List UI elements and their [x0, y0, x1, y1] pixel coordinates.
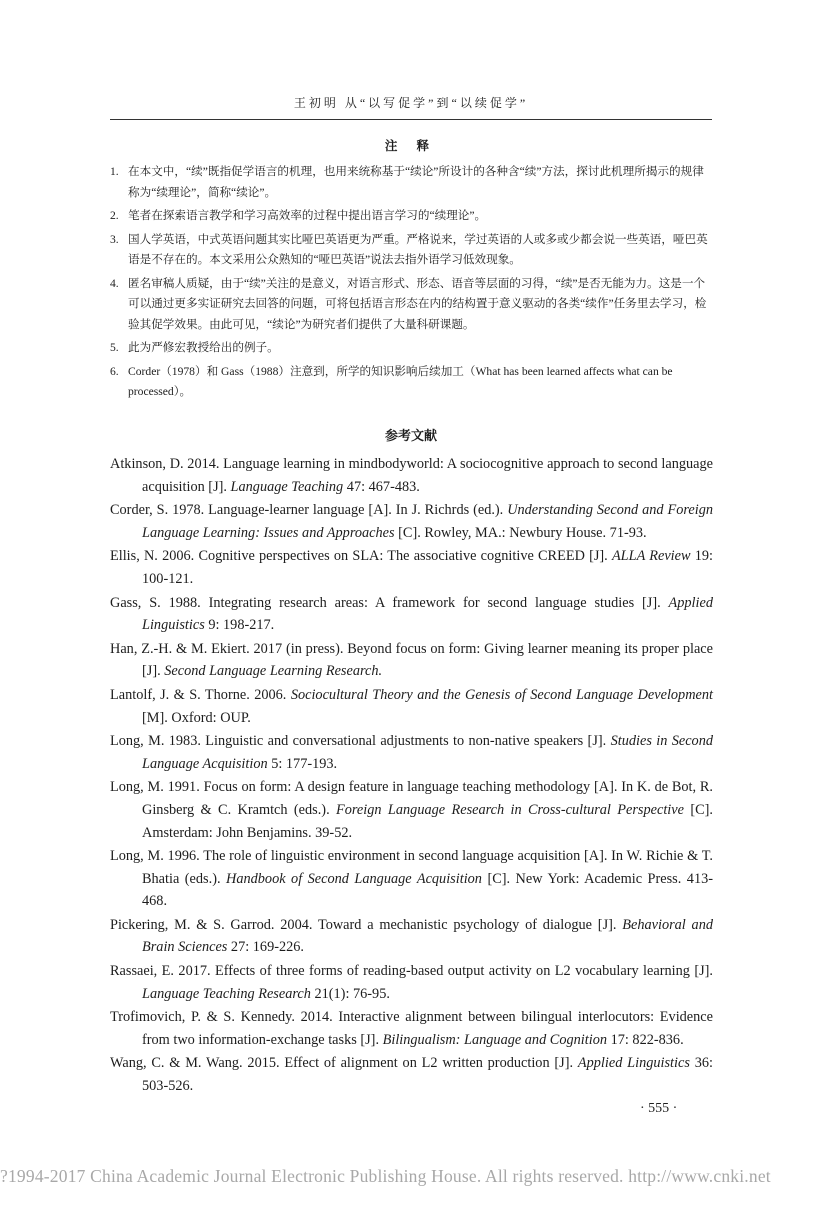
note-number: 4. — [110, 276, 119, 290]
reference-tail: [M]. Oxford: OUP. — [142, 709, 251, 726]
reference-entry — [110, 453, 713, 498]
note-item — [110, 274, 712, 336]
reference-source-title: Handbook of Second Language Acquisition — [226, 870, 482, 887]
references-heading: 参考文献 — [384, 428, 437, 443]
note-number: 1. — [110, 165, 119, 178]
reference-lead: Pickering, M. & S. Garrod. 2004. Toward a mechanistic psychology of dialogue [J]. — [110, 916, 623, 933]
reference-tail: [C]. New York: Academic Press. 413-468. — [142, 870, 713, 910]
reference-tail: 19: 100-121. — [142, 548, 714, 587]
reference-tail: 21(1): 76-95. — [310, 985, 390, 1002]
reference-tail: 36: 503-526. — [142, 1055, 713, 1095]
page-number: · 555 · — [640, 1101, 678, 1116]
reference-tail: 27: 169-226. — [227, 939, 305, 956]
notes-list — [110, 162, 712, 403]
reference-source-title: Second Language Learning Research. — [164, 663, 383, 680]
reference-tail: [C]. Rowley, MA.: Newbury House. 71-93. — [394, 524, 647, 541]
note-item — [110, 162, 712, 203]
reference-entry — [110, 914, 713, 959]
reference-source-title: Behavioral and Brain Sciences — [142, 916, 714, 956]
reference-lead: Atkinson, D. 2014. Language learning in mindbodyworld: A sociocognitive approach to second language acquisition [J]. — [110, 456, 713, 495]
note-text: 笔者在探索语言教学和学习高效率的过程中提出语言学习的“续理论”。 — [128, 209, 487, 222]
references-list — [110, 453, 713, 1099]
note-item — [110, 362, 712, 403]
reference-lead: Long, M. 1996. The role of linguistic environment in second language acquisition [A]. In W. Richie & T. Bhatia (eds.). — [110, 848, 713, 887]
reference-source-title: Studies in Second Language Acquisition — [142, 733, 713, 772]
copyright-watermark: ?1994-2017 China Academic Journal Electronic Publishing House. All rights reserved. http://www.cnki.net — [0, 1166, 771, 1186]
reference-tail: 9: 198-217. — [204, 617, 275, 634]
reference-source-title: Bilingualism: Language and Cognition — [382, 1031, 607, 1048]
reference-entry — [110, 499, 713, 544]
reference-entry — [110, 545, 713, 590]
note-text: 在本文中，“续”既指促学语言的机理，也用来统称基于“续论”所设计的各种含“续”方法，探讨此机理所揭示的规律称为“续理论”，简称“续论”。 — [128, 165, 704, 199]
reference-source-title: ALLA Review — [611, 548, 691, 565]
reference-lead: Han, Z.-H. & M. Ekiert. 2017 (in press). Beyond focus on form: Giving learner meaning its proper place [J]. — [110, 640, 713, 680]
note-text: 此为严修宏教授给出的例子。 — [128, 341, 279, 354]
header-divider — [110, 119, 712, 120]
reference-source-title: Applied Linguistics — [577, 1055, 690, 1072]
note-text: 匿名审稿人质疑，由于“续”关注的是意义，对语言形式、形态、语音等层面的习得，“续”是否无能为力。这是一个可以通过更多实证研究去回答的问题，可将包括语言形态在内的结构置于意义驱动的各类“续作”任务里去学习，检验其促学效果。由此可见，“续论”为研究者们提供了大量科研课题。 — [128, 276, 707, 331]
reference-entry — [110, 1052, 713, 1097]
reference-tail: 5: 177-193. — [267, 755, 338, 772]
reference-lead: Lantolf, J. & S. Thorne. 2006. — [110, 686, 291, 703]
reference-source-title: Understanding Second and Foreign Language Learning: Issues and Approaches — [142, 502, 714, 541]
reference-source-title: Foreign Language Research in Cross-cultural Perspective — [336, 801, 684, 818]
note-number: 3. — [110, 232, 119, 246]
reference-entry — [110, 638, 713, 683]
reference-lead: Rassaei, E. 2017. Effects of three forms of reading-based output activity on L2 vocabulary learning [J]. — [110, 963, 713, 980]
reference-entry — [110, 776, 713, 844]
reference-lead: Corder, S. 1978. Language-learner language [A]. In J. Richrds (ed.). — [110, 502, 508, 519]
reference-lead: Long, M. 1991. Focus on form: A design feature in language teaching methodology [A]. In K. de Bot, R. Ginsberg & C. Kramtch (eds.). — [110, 779, 713, 818]
reference-entry — [110, 960, 713, 1005]
reference-entry — [110, 845, 713, 913]
reference-lead: Gass, S. 1988. Integrating research areas: A framework for second language studies [J]. — [110, 594, 669, 611]
reference-entry — [110, 684, 713, 729]
note-item — [110, 230, 712, 271]
reference-entry — [110, 730, 713, 775]
reference-entry — [110, 592, 713, 637]
reference-entry — [110, 1006, 713, 1051]
reference-source-title: Language Teaching Research — [142, 985, 311, 1002]
note-text: Corder（1978）和 Gass（1988）注意到，所学的知识影响后续加工（What has been learned affects what can be processed）。 — [128, 364, 673, 398]
reference-source-title: Sociocultural Theory and the Genesis of Second Language Development — [290, 686, 714, 703]
reference-lead: Trofimovich, P. & S. Kennedy. 2014. Interactive alignment between bilingual interlocutors: Evidence from two information-exchange tasks [J]. — [110, 1009, 713, 1048]
note-item — [110, 206, 712, 227]
reference-source-title: Language Teaching — [230, 478, 344, 495]
reference-tail: [C]. Amsterdam: John Benjamins. 39-52. — [142, 801, 713, 841]
note-number: 5. — [110, 341, 119, 354]
note-number: 2. — [110, 209, 119, 222]
reference-lead: Wang, C. & M. Wang. 2015. Effect of alignment on L2 written production [J]. — [110, 1055, 578, 1072]
reference-lead: Long, M. 1983. Linguistic and conversational adjustments to non-native speakers [J]. — [110, 733, 611, 750]
reference-source-title: Applied Linguistics — [142, 594, 713, 634]
running-header: 王初明 从“以写促学”到“以续促学” — [293, 96, 529, 110]
reference-lead: Ellis, N. 2006. Cognitive perspectives on SLA: The associative cognitive CREED [J]. — [110, 548, 612, 565]
note-text: 国人学英语，中式英语问题其实比哑巴英语更为严重。严格说来，学过英语的人或多或少都会说一些英语，哑巴英语是不存在的。本文采用公众熟知的“哑巴英语”说法去指外语学习低效现象。 — [128, 232, 708, 266]
reference-tail: 47: 467-483. — [343, 478, 420, 495]
note-number: 6. — [110, 364, 119, 378]
notes-heading: 注 释 — [384, 139, 438, 153]
reference-tail: 17: 822-836. — [607, 1031, 684, 1048]
note-item — [110, 338, 712, 359]
